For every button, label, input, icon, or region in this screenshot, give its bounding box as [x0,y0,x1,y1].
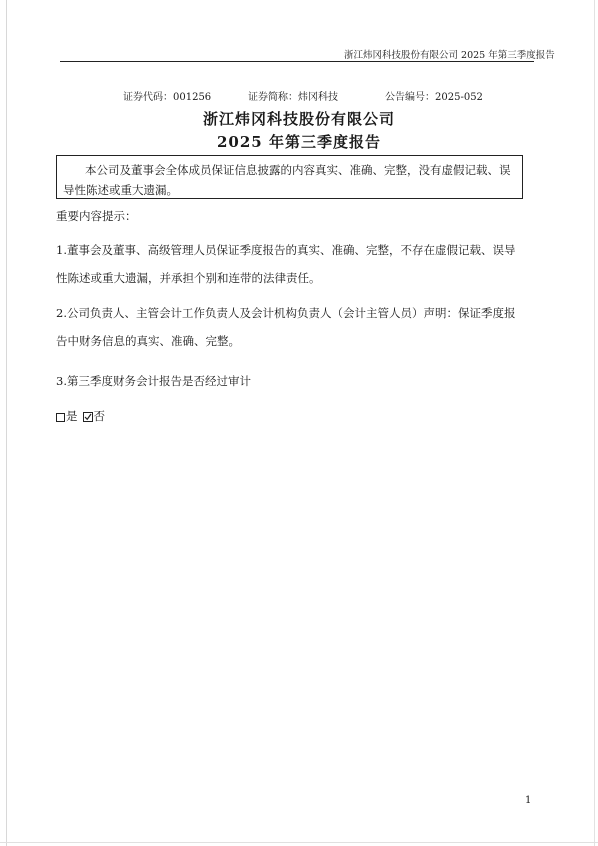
important-notice-label: 重要内容提示： [56,209,137,223]
audit-yes-label: 是 [66,409,78,423]
header-rule [60,61,534,62]
audit-no-label: 否 [93,409,105,423]
page-number: 1 [525,795,532,806]
running-header: 浙江炜冈科技股份有限公司 2025 年第三季度报告 [344,50,555,61]
disclosure-statement: 本公司及董事会全体成员保证信息披露的内容真实、准确、完整，没有虚假记载、误导性陈述或重大遗漏。 [63,163,511,197]
disclosure-statement-box [56,155,523,199]
unchecked-box-icon[interactable] [56,413,65,422]
report-title: 2025 年第三季度报告 [217,133,381,151]
notice-item-3: 3.第三季度财务会计报告是否经过审计 [56,374,251,388]
company-title: 浙江炜冈科技股份有限公司 [202,110,395,128]
stock-code: 证券代码：001256 [123,92,212,103]
stock-short-name: 证券简称：炜冈科技 [248,92,338,103]
notice-item-1: 1.董事会及董事、高级管理人员保证季度报告的真实、准确、完整，不存在虚假记载、误导性陈述或重大遗漏，并承担个别和连带的法律责任。 [56,243,516,285]
notice-item-2: 2.公司负责人、主管会计工作负责人及会计机构负责人（会计主管人员）声明：保证季度报告中财务信息的真实、准确、完整。 [56,306,516,348]
audit-choice-row [56,408,105,424]
notice-number: 公告编号：2025-052 [385,92,483,103]
checked-box-icon[interactable] [83,412,93,422]
scan-edge [0,842,598,843]
